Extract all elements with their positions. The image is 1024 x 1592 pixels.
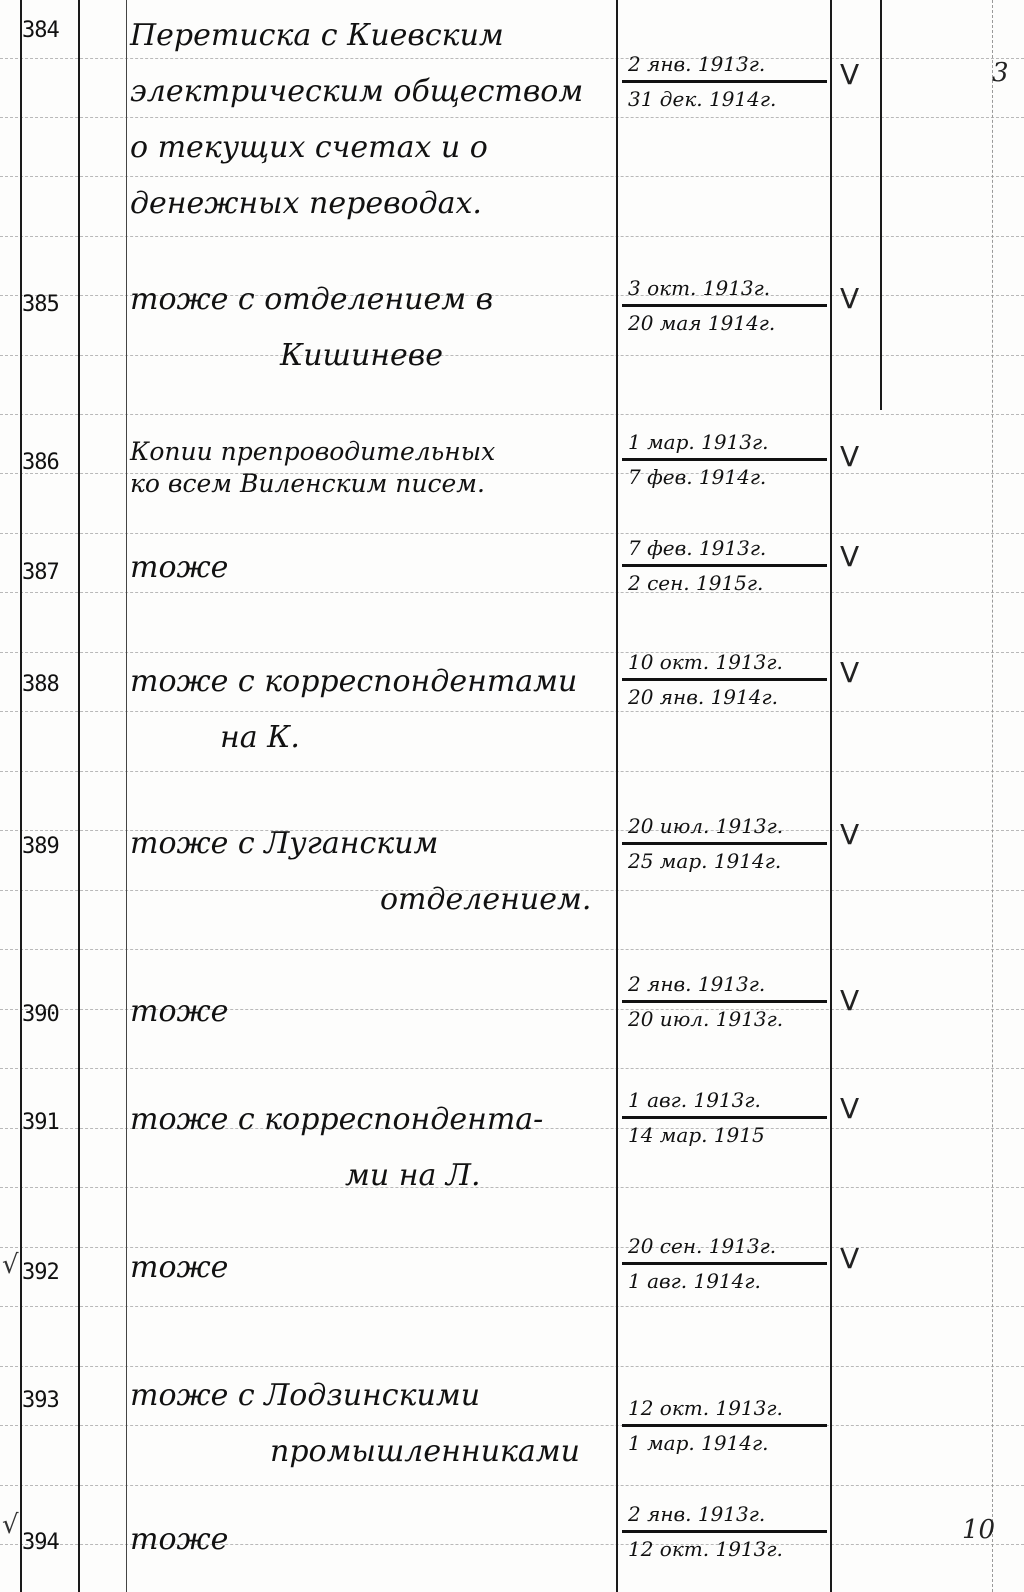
row-number: 384 bbox=[22, 18, 59, 43]
row-title bbox=[130, 984, 610, 1040]
row-number: 393 bbox=[22, 1388, 59, 1413]
row-title bbox=[130, 1368, 610, 1480]
column-border-number bbox=[78, 0, 80, 1592]
date-start: 7 фев. 1913г. bbox=[622, 536, 827, 567]
row-number: 392 bbox=[22, 1260, 59, 1285]
row-title-line: отделением. bbox=[380, 882, 592, 917]
checkmark-icon: V bbox=[840, 818, 860, 851]
row-title-line: тоже с корреспондента- bbox=[130, 1102, 544, 1137]
checkmark-icon: V bbox=[840, 540, 860, 573]
row-dates bbox=[622, 276, 827, 335]
column-border-left bbox=[20, 0, 22, 1592]
ruled-line bbox=[0, 949, 1024, 950]
row-number: 385 bbox=[22, 292, 59, 317]
row-title-line: Кишиневе bbox=[280, 338, 444, 373]
row-title bbox=[130, 816, 610, 928]
row-dates bbox=[622, 1502, 827, 1561]
date-end: 31 дек. 1914г. bbox=[628, 87, 777, 111]
row-title-line: тоже с Луганским bbox=[130, 826, 439, 861]
margin-note-top: 3 bbox=[992, 58, 1009, 88]
row-title bbox=[130, 436, 610, 500]
checkmark-icon: V bbox=[840, 984, 860, 1017]
date-start: 12 окт. 1913г. bbox=[622, 1396, 827, 1427]
checkmark-icon: V bbox=[840, 656, 860, 689]
date-end: 20 мая 1914г. bbox=[628, 311, 776, 335]
date-start: 1 мар. 1913г. bbox=[622, 430, 827, 461]
row-dates bbox=[622, 650, 827, 709]
date-start: 1 авг. 1913г. bbox=[622, 1088, 827, 1119]
row-number: 387 bbox=[22, 560, 59, 585]
row-dates bbox=[622, 430, 827, 489]
row-title-line: тоже с Лодзинскими bbox=[130, 1378, 481, 1413]
checkmark-icon: V bbox=[840, 58, 860, 91]
date-start: 3 окт. 1913г. bbox=[622, 276, 827, 307]
column-border-extra bbox=[880, 0, 882, 410]
row-title-line: тоже с корреспондентами bbox=[130, 664, 578, 699]
row-number: 394 bbox=[22, 1530, 59, 1555]
row-dates bbox=[622, 536, 827, 595]
row-title bbox=[130, 272, 610, 384]
row-dates bbox=[622, 1088, 827, 1147]
checkmark-icon: V bbox=[840, 1242, 860, 1275]
ruled-line bbox=[0, 236, 1024, 237]
row-title-line: ми на Л. bbox=[345, 1158, 481, 1193]
row-title-line: тоже bbox=[130, 994, 229, 1029]
date-start: 2 янв. 1913г. bbox=[622, 52, 827, 83]
row-title bbox=[130, 654, 610, 766]
column-border-right bbox=[992, 0, 993, 1592]
checkmark-icon: V bbox=[840, 440, 860, 473]
row-title-line: тоже bbox=[130, 550, 229, 585]
row-title bbox=[130, 1240, 610, 1296]
row-dates bbox=[622, 52, 827, 111]
column-border-title bbox=[126, 0, 127, 1592]
row-title bbox=[130, 540, 610, 596]
row-title-line: тоже bbox=[130, 1250, 229, 1285]
date-end: 2 сен. 1915г. bbox=[628, 571, 764, 595]
row-title-line: электрическим обществом bbox=[130, 74, 584, 109]
margin-note-bottom: 10 bbox=[962, 1515, 996, 1545]
row-number: 390 bbox=[22, 1002, 59, 1027]
ruled-line bbox=[0, 771, 1024, 772]
ruled-line bbox=[0, 1306, 1024, 1307]
row-dates bbox=[622, 814, 827, 873]
column-border-dates bbox=[616, 0, 618, 1592]
row-title-line: на К. bbox=[220, 720, 300, 755]
date-end: 20 янв. 1914г. bbox=[628, 685, 778, 709]
ruled-line bbox=[0, 652, 1024, 653]
row-title-line: денежных переводах. bbox=[130, 186, 482, 221]
ruled-line bbox=[0, 414, 1024, 415]
ruled-line bbox=[0, 1068, 1024, 1069]
row-title-line: ко всем Виленским писем. bbox=[130, 469, 485, 498]
row-title-line: Перетиска с Киевским bbox=[130, 18, 504, 53]
date-end: 1 мар. 1914г. bbox=[628, 1431, 769, 1455]
date-start: 20 июл. 1913г. bbox=[622, 814, 827, 845]
date-end: 1 авг. 1914г. bbox=[628, 1269, 761, 1293]
row-number: 389 bbox=[22, 834, 59, 859]
ruled-line bbox=[0, 1366, 1024, 1367]
checkmark-icon: V bbox=[840, 1092, 860, 1125]
row-title bbox=[130, 8, 610, 232]
row-dates bbox=[622, 972, 827, 1031]
date-end: 20 июл. 1913г. bbox=[628, 1007, 784, 1031]
checkmark-icon: V bbox=[840, 282, 860, 315]
date-end: 14 мар. 1915 bbox=[628, 1123, 765, 1147]
date-end: 12 окт. 1913г. bbox=[628, 1537, 783, 1561]
row-title bbox=[130, 1512, 610, 1568]
date-end: 25 мар. 1914г. bbox=[628, 849, 782, 873]
date-end: 7 фев. 1914г. bbox=[628, 465, 767, 489]
row-title-line: промышленниками bbox=[270, 1434, 581, 1469]
date-start: 10 окт. 1913г. bbox=[622, 650, 827, 681]
row-title-line: тоже bbox=[130, 1522, 229, 1557]
row-dates bbox=[622, 1396, 827, 1455]
ruled-line bbox=[0, 533, 1024, 534]
row-title-line: о текущих счетах и о bbox=[130, 130, 488, 165]
pencil-tick-icon: √ bbox=[2, 1250, 19, 1280]
ruled-line bbox=[0, 1485, 1024, 1486]
row-number: 388 bbox=[22, 672, 59, 697]
row-title-line: тоже с отделением в bbox=[130, 282, 494, 317]
row-title-line: Копии препроводительных bbox=[130, 437, 496, 466]
date-start: 2 янв. 1913г. bbox=[622, 972, 827, 1003]
row-number: 386 bbox=[22, 450, 59, 475]
column-border-check bbox=[830, 0, 832, 1592]
pencil-tick-icon: √ bbox=[2, 1510, 19, 1540]
row-title bbox=[130, 1092, 610, 1204]
date-start: 20 сен. 1913г. bbox=[622, 1234, 827, 1265]
date-start: 2 янв. 1913г. bbox=[622, 1502, 827, 1533]
row-dates bbox=[622, 1234, 827, 1293]
row-number: 391 bbox=[22, 1110, 59, 1135]
